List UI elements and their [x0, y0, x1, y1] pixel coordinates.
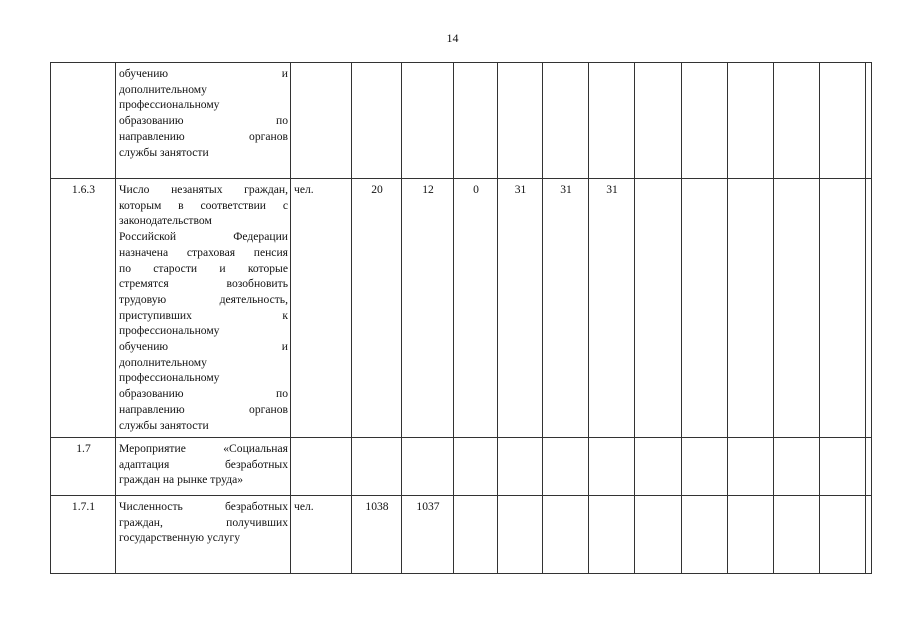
value-cell	[635, 179, 682, 438]
page-number: 14	[446, 31, 459, 45]
value-cell: 31	[543, 179, 589, 438]
table-row	[51, 496, 872, 574]
row-number: 1.6.3	[51, 179, 116, 438]
text-line: службы занятости	[119, 418, 209, 432]
text-line: Мероприятие «Социальная	[119, 442, 288, 455]
value-cell: 31	[589, 179, 635, 438]
value-cell	[635, 63, 682, 179]
value-cell: 1038	[352, 496, 402, 574]
text-line: трудовую деятельность,	[119, 292, 288, 306]
text-line: профессиональному	[119, 98, 220, 112]
row-number: 1.7	[51, 438, 116, 496]
text-line: дополнительному	[119, 82, 207, 96]
value-cell	[589, 63, 635, 179]
value-cell	[352, 438, 402, 496]
text-line: направлению органов	[119, 402, 288, 416]
table-row	[51, 179, 872, 438]
table-row	[51, 63, 872, 179]
row-number: 1.7.1	[51, 496, 116, 574]
value-cell	[682, 179, 728, 438]
value-cell	[774, 179, 820, 438]
text-line: дополнительному	[119, 355, 207, 369]
value-cell: 31	[498, 179, 543, 438]
indicator-name	[116, 179, 291, 438]
text-line: профессиональному	[119, 371, 220, 385]
value-cell	[498, 438, 543, 496]
value-cell	[728, 438, 774, 496]
unit: чел.	[291, 496, 352, 574]
value-cell	[454, 496, 498, 574]
value-cell	[589, 496, 635, 574]
value-cell	[454, 63, 498, 179]
unit: чел.	[291, 179, 352, 438]
value-cell	[866, 63, 872, 179]
text-line: назначена страховая пенсия	[119, 245, 288, 259]
value-cell	[866, 438, 872, 496]
text-line: стремятся возобновить	[119, 277, 288, 291]
text-line: приступивших к	[119, 308, 288, 322]
indicator-name	[116, 496, 291, 574]
table-row	[51, 438, 872, 496]
value-cell	[352, 63, 402, 179]
value-cell: 0	[454, 179, 498, 438]
value-cell: 20	[352, 179, 402, 438]
value-cell	[728, 496, 774, 574]
value-cell	[402, 63, 454, 179]
value-cell	[820, 63, 866, 179]
text-line: обучению и	[119, 67, 288, 80]
value-cell	[543, 63, 589, 179]
value-cell	[820, 438, 866, 496]
value-cell	[498, 496, 543, 574]
value-cell	[866, 496, 872, 574]
value-cell	[682, 438, 728, 496]
value-cell	[543, 496, 589, 574]
indicator-name	[116, 63, 291, 179]
text-line: направлению органов	[119, 129, 288, 143]
text-line: по старости и которые	[119, 261, 288, 275]
text-line: обучению и	[119, 340, 288, 354]
value-cell	[402, 438, 454, 496]
value-cell	[498, 63, 543, 179]
text-line: граждан, получивших	[119, 515, 288, 529]
value-cell: 1037	[402, 496, 454, 574]
value-cell	[589, 438, 635, 496]
value-cell	[635, 438, 682, 496]
unit	[291, 63, 352, 179]
value-cell	[728, 63, 774, 179]
text-line: Число незанятых граждан,	[119, 183, 288, 196]
value-cell	[774, 63, 820, 179]
text-line: Численность безработных	[119, 500, 288, 513]
text-line: законодательством	[119, 214, 212, 228]
value-cell	[866, 179, 872, 438]
text-line: образованию по	[119, 114, 288, 128]
value-cell	[774, 438, 820, 496]
value-cell	[682, 63, 728, 179]
value-cell	[728, 179, 774, 438]
value-cell	[820, 496, 866, 574]
value-cell	[454, 438, 498, 496]
text-line: государственную услугу	[119, 531, 241, 545]
text-line: профессиональному	[119, 324, 220, 338]
unit	[291, 438, 352, 496]
value-cell	[774, 496, 820, 574]
text-line: Российской Федерации	[119, 230, 288, 244]
text-line: граждан на рынке труда»	[119, 473, 244, 487]
value-cell	[543, 438, 589, 496]
text-line: которым в соответствии с	[119, 198, 288, 212]
indicators-table	[50, 62, 872, 574]
text-line: службы занятости	[119, 145, 209, 159]
value-cell	[682, 496, 728, 574]
text-line: адаптация безработных	[119, 457, 288, 471]
value-cell: 12	[402, 179, 454, 438]
row-number	[51, 63, 116, 179]
value-cell	[820, 179, 866, 438]
value-cell	[635, 496, 682, 574]
text-line: образованию по	[119, 387, 288, 401]
indicator-name	[116, 438, 291, 496]
